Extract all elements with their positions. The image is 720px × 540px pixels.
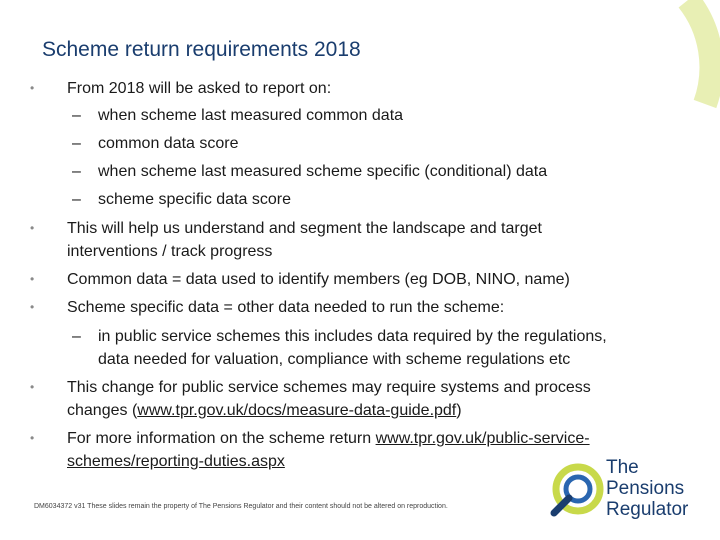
sub-item-public-service (98, 325, 698, 371)
bullet-marker: • (30, 81, 35, 95)
magnifier-logo-icon (548, 455, 608, 525)
link-line: www.tpr.gov.uk/public-service- (375, 430, 590, 447)
dash-marker: – (72, 107, 81, 124)
bullet-marker: • (30, 380, 35, 394)
dash-marker: – (72, 163, 81, 180)
measure-data-guide-link[interactable]: www.tpr.gov.uk/docs/measure-data-guide.pdf (137, 402, 457, 419)
logo-wordmark (606, 457, 688, 520)
link-line: schemes/reporting-duties.aspx (67, 453, 285, 470)
bullet-systems-change (67, 376, 697, 422)
sub-item-line: in public service schemes this includes data required by the regulations, (98, 328, 607, 345)
bullet-line-prefix: For more information on the scheme return (67, 430, 376, 447)
dash-marker: – (72, 328, 81, 345)
bullet-report-on: From 2018 will be asked to report on: (67, 80, 332, 97)
bullet-marker: • (30, 431, 35, 445)
bullet-line-suffix: ) (456, 402, 462, 419)
dash-marker: – (72, 191, 81, 208)
bullet-line-prefix: changes ( (67, 402, 138, 419)
sub-item-last-measured-specific: when scheme last measured scheme specific (conditional) data (98, 163, 548, 180)
bullet-line: interventions / track progress (67, 243, 273, 260)
sub-item-specific-score: scheme specific data score (98, 191, 291, 208)
logo-line: Regulator (606, 499, 689, 520)
footer-disclaimer: DM6034372 v31 These slides remain the property of The Pensions Regulator and their content should not be altered on reproduction. (34, 503, 448, 510)
bullet-marker: • (30, 221, 35, 235)
logo-line: Pensions (606, 478, 685, 499)
bullet-segment-landscape (67, 217, 697, 263)
bullet-marker: • (30, 300, 35, 314)
bullet-line: This change for public service schemes may require systems and process (67, 379, 591, 396)
bullet-scheme-specific-data: Scheme specific data = other data needed to run the scheme: (67, 299, 505, 316)
slide-title: Scheme return requirements 2018 (42, 38, 361, 61)
pensions-regulator-logo (548, 455, 718, 525)
bullet-common-data: Common data = data used to identify members (eg DOB, NINO, name) (67, 271, 570, 288)
sub-item-line: data needed for valuation, compliance with scheme regulations etc (98, 351, 571, 368)
bullet-line: This will help us understand and segment the landscape and target (67, 220, 542, 237)
sub-item-common-score: common data score (98, 135, 239, 152)
bullet-marker: • (30, 272, 35, 286)
dash-marker: – (72, 135, 81, 152)
logo-line: The (606, 457, 639, 478)
sub-item-last-measured-common: when scheme last measured common data (98, 107, 404, 124)
